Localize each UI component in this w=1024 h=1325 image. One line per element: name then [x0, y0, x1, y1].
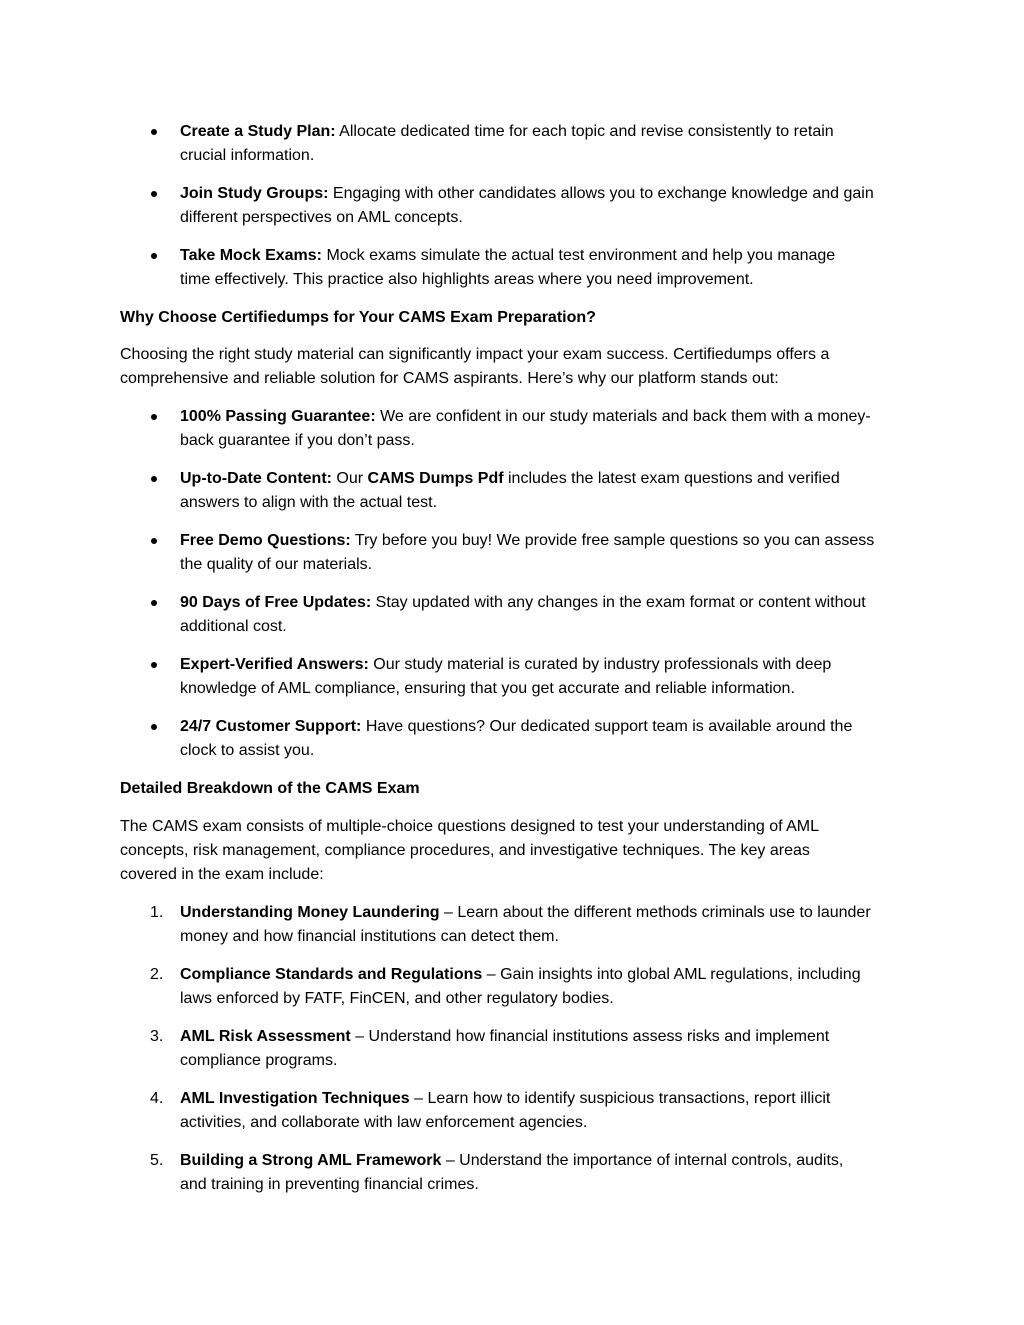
bullet-icon — [151, 476, 157, 482]
item-number: 2. — [150, 966, 164, 983]
item-number: 1. — [150, 904, 164, 921]
list-item-line-1: 24/7 Customer Support: Have questions? Our dedicated support team is available around the — [180, 718, 853, 735]
numbered-item-line-1: Understanding Money Laundering – Learn about the different methods criminals use to launder — [180, 904, 871, 921]
numbered-item-line-2: compliance programs. — [180, 1052, 338, 1069]
bullet-icon — [151, 414, 157, 420]
list-item-line-1: 90 Days of Free Updates: Stay updated with any changes in the exam format or content without — [180, 594, 866, 611]
paragraph-line: The CAMS exam consists of multiple-choice questions designed to test your understanding of AML — [120, 818, 820, 835]
paragraph-line: concepts, risk management, compliance procedures, and investigative techniques. The key areas — [120, 842, 810, 859]
bullet-icon — [151, 191, 157, 197]
numbered-item-line-1: Compliance Standards and Regulations – Gain insights into global AML regulations, including — [180, 966, 861, 983]
list-item-line-1: Expert-Verified Answers: Our study material is curated by industry professionals with deep — [180, 656, 832, 673]
bullet-icon — [151, 600, 157, 606]
bullet-icon — [151, 662, 157, 668]
numbered-item-line-2: and training in preventing financial crimes. — [180, 1176, 479, 1193]
list-item-line-1: 100% Passing Guarantee: We are confident in our study materials and back them with a money- — [180, 408, 871, 425]
section-heading-why: Why Choose Certifiedumps for Your CAMS Exam Preparation? — [120, 309, 596, 326]
list-item-line-2: time effectively. This practice also highlights areas where you need improvement. — [180, 271, 754, 288]
numbered-item-line-1: AML Risk Assessment – Understand how financial institutions assess risks and implement — [180, 1028, 830, 1045]
list-item-line-2: the quality of our materials. — [180, 556, 373, 573]
list-item-line-1: Free Demo Questions: Try before you buy! We provide free sample questions so you can assess — [180, 532, 875, 549]
bullet-icon — [151, 724, 157, 730]
list-item-line-2: crucial information. — [180, 147, 315, 164]
list-item-line-2: answers to align with the actual test. — [180, 494, 438, 511]
paragraph-line: covered in the exam include: — [120, 866, 324, 883]
list-item-line-2: knowledge of AML compliance, ensuring that you get accurate and reliable information. — [180, 680, 795, 697]
list-item-line-2: additional cost. — [180, 618, 287, 635]
list-item-line-1: Create a Study Plan: Allocate dedicated time for each topic and revise consistently to retain — [180, 123, 834, 140]
numbered-item-line-2: laws enforced by FATF, FinCEN, and other regulatory bodies. — [180, 990, 614, 1007]
cams-dumps-pdf-link-text: CAMS Dumps Pdf — [367, 470, 504, 487]
bullet-icon — [151, 538, 157, 544]
paragraph-line: comprehensive and reliable solution for CAMS aspirants. Here’s why our platform stands out: — [120, 370, 779, 387]
list-item-line-1: Take Mock Exams: Mock exams simulate the actual test environment and help you manage — [180, 247, 836, 264]
section-heading-breakdown: Detailed Breakdown of the CAMS Exam — [120, 780, 420, 797]
list-item-line-2: different perspectives on AML concepts. — [180, 209, 463, 226]
paragraph-line: Choosing the right study material can significantly impact your exam success. Certifiedumps offers a — [120, 346, 830, 363]
numbered-item-line-2: activities, and collaborate with law enforcement agencies. — [180, 1114, 588, 1131]
item-number: 3. — [150, 1028, 164, 1045]
item-number: 5. — [150, 1152, 164, 1169]
list-item-line-2: back guarantee if you don’t pass. — [180, 432, 415, 449]
bullet-icon — [151, 129, 157, 135]
list-item-line-1: Up-to-Date Content: Our CAMS Dumps Pdf includes the latest exam questions and verified — [180, 470, 840, 487]
numbered-item-line-1: AML Investigation Techniques – Learn how to identify suspicious transactions, report illicit — [180, 1090, 831, 1107]
numbered-item-line-2: money and how financial institutions can detect them. — [180, 928, 559, 945]
item-number: 4. — [150, 1090, 164, 1107]
list-item-line-1: Join Study Groups: Engaging with other candidates allows you to exchange knowledge and gain — [180, 185, 874, 202]
list-item-line-2: clock to assist you. — [180, 742, 315, 759]
bullet-icon — [151, 253, 157, 259]
numbered-item-line-1: Building a Strong AML Framework – Understand the importance of internal controls, audits, — [180, 1152, 844, 1169]
